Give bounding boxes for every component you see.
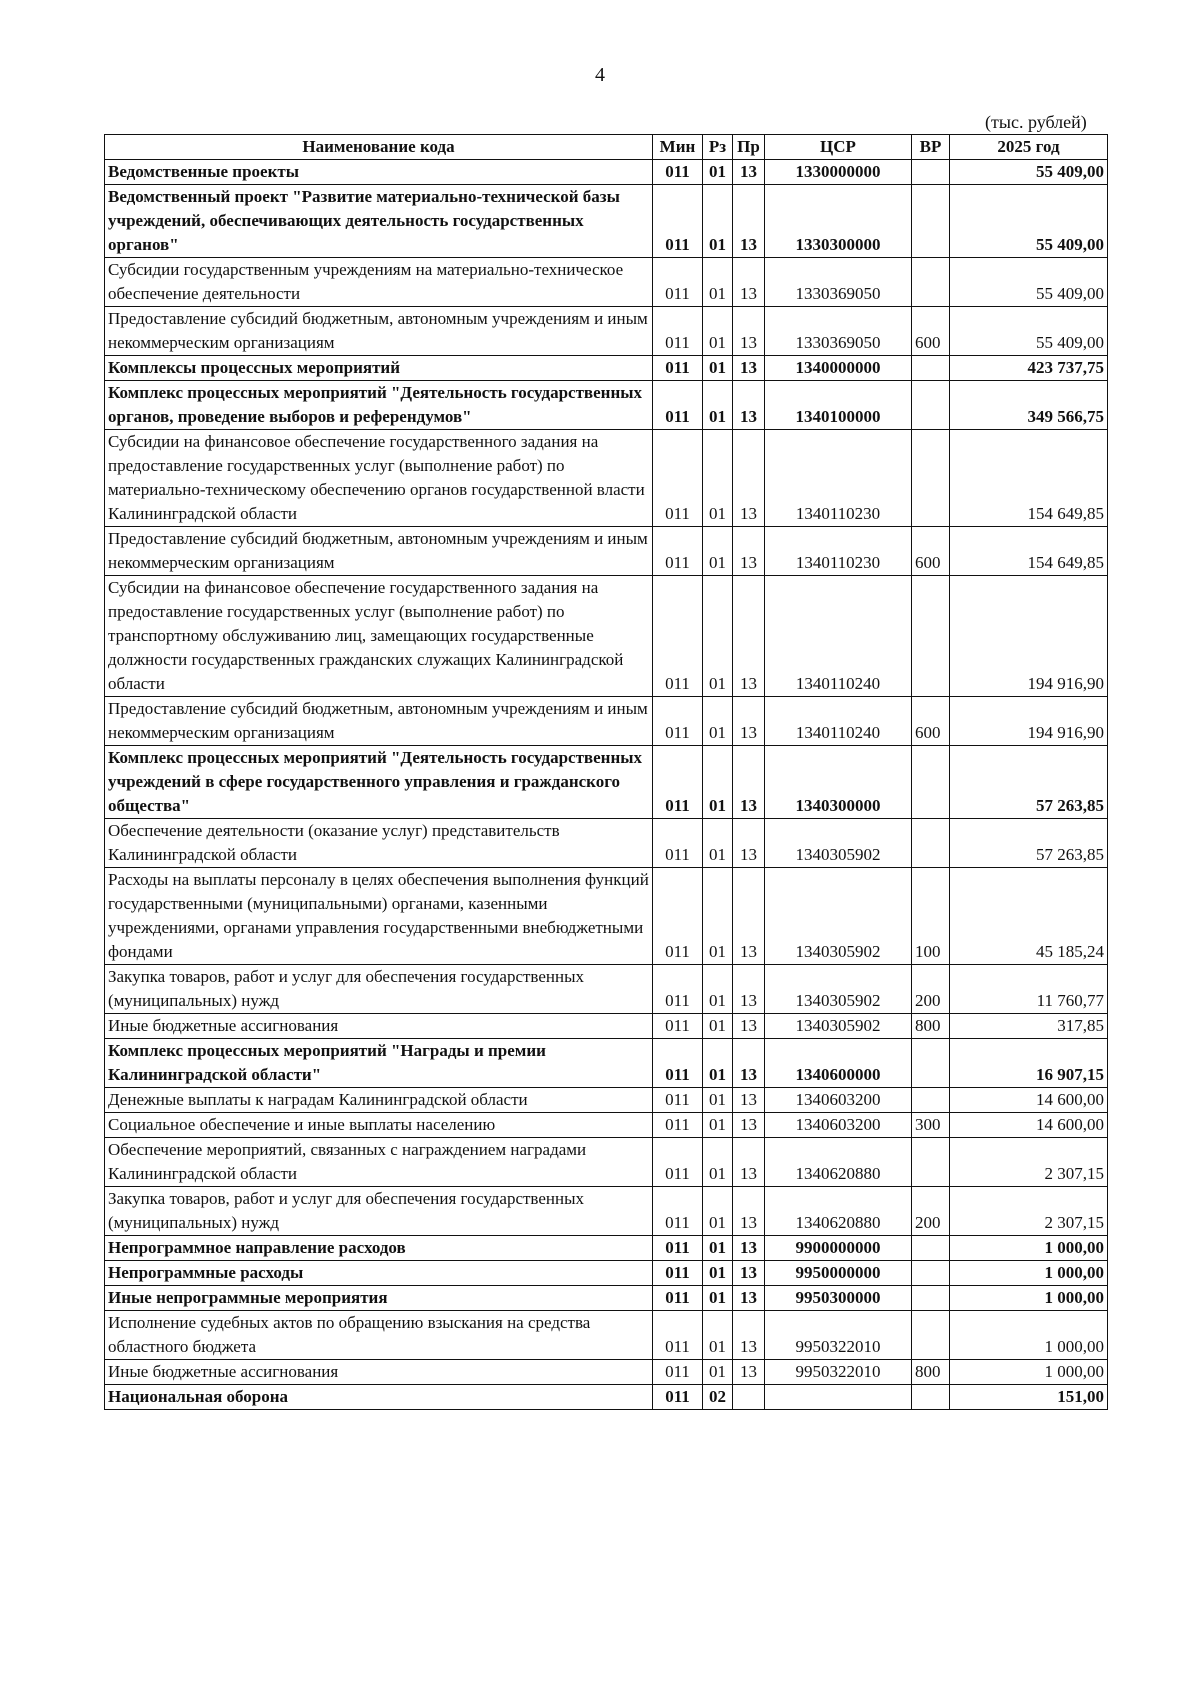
cell-min: 011 — [653, 356, 703, 381]
cell-amount: 1 000,00 — [950, 1236, 1108, 1261]
cell-vr: 800 — [912, 1014, 950, 1039]
cell-rz: 01 — [703, 1286, 733, 1311]
cell-vr — [912, 819, 950, 868]
cell-vr — [912, 381, 950, 430]
cell-csr: 1340305902 — [765, 868, 912, 965]
cell-csr: 1340110240 — [765, 697, 912, 746]
cell-name: Ведомственный проект "Развитие материально-технической базы учреждений, обеспечивающих деятельность государственных органов" — [105, 185, 653, 258]
table-row — [105, 160, 1108, 185]
cell-name: Ведомственные проекты — [105, 160, 653, 185]
cell-amount: 349 566,75 — [950, 381, 1108, 430]
cell-csr: 1330369050 — [765, 307, 912, 356]
cell-min: 011 — [653, 746, 703, 819]
table-row — [105, 868, 1108, 965]
cell-name: Предоставление субсидий бюджетным, автономным учреждениям и иным некоммерческим организациям — [105, 697, 653, 746]
table-row — [105, 1311, 1108, 1360]
header-min: Мин — [653, 135, 703, 160]
cell-min: 011 — [653, 307, 703, 356]
cell-vr — [912, 1311, 950, 1360]
cell-pr: 13 — [733, 1261, 765, 1286]
cell-amount: 154 649,85 — [950, 527, 1108, 576]
cell-rz: 01 — [703, 1113, 733, 1138]
cell-pr: 13 — [733, 430, 765, 527]
cell-rz: 01 — [703, 819, 733, 868]
cell-amount: 194 916,90 — [950, 697, 1108, 746]
cell-name: Закупка товаров, работ и услуг для обеспечения государственных (муниципальных) нужд — [105, 965, 653, 1014]
cell-csr: 1330300000 — [765, 185, 912, 258]
cell-amount: 14 600,00 — [950, 1113, 1108, 1138]
cell-name: Социальное обеспечение и иные выплаты населению — [105, 1113, 653, 1138]
cell-amount: 194 916,90 — [950, 576, 1108, 697]
cell-name: Субсидии государственным учреждениям на материально-техническое обеспечение деятельности — [105, 258, 653, 307]
cell-min: 011 — [653, 697, 703, 746]
cell-rz: 01 — [703, 381, 733, 430]
cell-amount: 57 263,85 — [950, 819, 1108, 868]
table-row — [105, 258, 1108, 307]
cell-csr: 1340300000 — [765, 746, 912, 819]
cell-vr: 600 — [912, 697, 950, 746]
cell-name: Комплекс процессных мероприятий "Награды и премии Калининградской области" — [105, 1039, 653, 1088]
cell-amount: 1 000,00 — [950, 1261, 1108, 1286]
cell-pr: 13 — [733, 1014, 765, 1039]
cell-csr: 1340100000 — [765, 381, 912, 430]
cell-csr: 1340603200 — [765, 1088, 912, 1113]
cell-amount: 2 307,15 — [950, 1138, 1108, 1187]
cell-amount: 2 307,15 — [950, 1187, 1108, 1236]
cell-min: 011 — [653, 1311, 703, 1360]
cell-pr: 13 — [733, 1138, 765, 1187]
cell-rz: 01 — [703, 1236, 733, 1261]
cell-amount: 14 600,00 — [950, 1088, 1108, 1113]
cell-min: 011 — [653, 185, 703, 258]
cell-amount: 423 737,75 — [950, 356, 1108, 381]
cell-csr: 1330369050 — [765, 258, 912, 307]
cell-min: 011 — [653, 258, 703, 307]
cell-vr: 600 — [912, 527, 950, 576]
table-row — [105, 697, 1108, 746]
cell-amount: 57 263,85 — [950, 746, 1108, 819]
cell-vr: 200 — [912, 965, 950, 1014]
table-row — [105, 1138, 1108, 1187]
cell-min: 011 — [653, 1187, 703, 1236]
cell-name: Обеспечение деятельности (оказание услуг) представительств Калининградской области — [105, 819, 653, 868]
cell-min: 011 — [653, 430, 703, 527]
cell-min: 011 — [653, 1088, 703, 1113]
cell-csr: 9950300000 — [765, 1286, 912, 1311]
cell-vr — [912, 746, 950, 819]
cell-vr — [912, 1088, 950, 1113]
cell-rz: 01 — [703, 160, 733, 185]
cell-name: Предоставление субсидий бюджетным, автономным учреждениям и иным некоммерческим организациям — [105, 307, 653, 356]
cell-csr: 1340603200 — [765, 1113, 912, 1138]
cell-pr: 13 — [733, 381, 765, 430]
cell-vr — [912, 576, 950, 697]
header-vr: ВР — [912, 135, 950, 160]
cell-name: Комплексы процессных мероприятий — [105, 356, 653, 381]
table-row — [105, 1236, 1108, 1261]
cell-name: Обеспечение мероприятий, связанных с награждением наградами Калининградской области — [105, 1138, 653, 1187]
table-row — [105, 185, 1108, 258]
cell-csr: 1340110240 — [765, 576, 912, 697]
cell-pr: 13 — [733, 185, 765, 258]
cell-min: 011 — [653, 1039, 703, 1088]
cell-vr — [912, 1261, 950, 1286]
cell-amount: 55 409,00 — [950, 258, 1108, 307]
cell-min: 011 — [653, 1286, 703, 1311]
cell-rz: 01 — [703, 1261, 733, 1286]
table-row — [105, 527, 1108, 576]
table-row — [105, 1187, 1108, 1236]
cell-csr: 1340110230 — [765, 527, 912, 576]
cell-rz: 01 — [703, 1360, 733, 1385]
cell-min: 011 — [653, 381, 703, 430]
cell-csr: 1340600000 — [765, 1039, 912, 1088]
cell-csr: 1340620880 — [765, 1138, 912, 1187]
cell-name: Субсидии на финансовое обеспечение государственного задания на предоставление государственных услуг (выполнение работ) по транспортному обслуживанию лиц, замещающих государственные должности государственных гражданских служащих Калининградской области — [105, 576, 653, 697]
cell-csr: 1340305902 — [765, 819, 912, 868]
cell-name: Комплекс процессных мероприятий "Деятельность государственных учреждений в сфере государственного управления и гражданского общества" — [105, 746, 653, 819]
cell-vr — [912, 1286, 950, 1311]
cell-pr: 13 — [733, 1360, 765, 1385]
cell-csr — [765, 1385, 912, 1410]
header-amount: 2025 год — [950, 135, 1108, 160]
units-label: (тыс. рублей) — [985, 112, 1087, 132]
cell-csr: 9950322010 — [765, 1360, 912, 1385]
cell-rz: 01 — [703, 746, 733, 819]
cell-name: Денежные выплаты к наградам Калининградской области — [105, 1088, 653, 1113]
cell-name: Расходы на выплаты персоналу в целях обеспечения выполнения функций государственными (муниципальными) органами, казенными учреждениями, органами управления государственными внебюджетными фондами — [105, 868, 653, 965]
cell-amount: 55 409,00 — [950, 185, 1108, 258]
cell-amount: 55 409,00 — [950, 160, 1108, 185]
cell-min: 011 — [653, 1360, 703, 1385]
cell-pr: 13 — [733, 307, 765, 356]
cell-vr: 300 — [912, 1113, 950, 1138]
cell-amount: 16 907,15 — [950, 1039, 1108, 1088]
cell-min: 011 — [653, 1138, 703, 1187]
header-pr: Пр — [733, 135, 765, 160]
cell-name: Непрограммные расходы — [105, 1261, 653, 1286]
page-number: 4 — [595, 64, 605, 86]
cell-rz: 02 — [703, 1385, 733, 1410]
cell-pr: 13 — [733, 1088, 765, 1113]
cell-pr: 13 — [733, 1039, 765, 1088]
cell-amount: 55 409,00 — [950, 307, 1108, 356]
cell-rz: 01 — [703, 1088, 733, 1113]
cell-vr — [912, 356, 950, 381]
cell-rz: 01 — [703, 430, 733, 527]
table-row — [105, 381, 1108, 430]
cell-min: 011 — [653, 1113, 703, 1138]
cell-rz: 01 — [703, 576, 733, 697]
cell-vr — [912, 1039, 950, 1088]
table-row — [105, 307, 1108, 356]
cell-rz: 01 — [703, 185, 733, 258]
table-row — [105, 1360, 1108, 1385]
table-header-row — [105, 135, 1108, 160]
cell-amount: 1 000,00 — [950, 1311, 1108, 1360]
cell-pr: 13 — [733, 1113, 765, 1138]
cell-rz: 01 — [703, 1039, 733, 1088]
cell-vr — [912, 1236, 950, 1261]
cell-rz: 01 — [703, 527, 733, 576]
cell-min: 011 — [653, 1014, 703, 1039]
cell-amount: 317,85 — [950, 1014, 1108, 1039]
cell-amount: 154 649,85 — [950, 430, 1108, 527]
cell-name: Иные бюджетные ассигнования — [105, 1014, 653, 1039]
cell-pr: 13 — [733, 819, 765, 868]
cell-pr: 13 — [733, 1311, 765, 1360]
cell-pr: 13 — [733, 1236, 765, 1261]
cell-amount: 1 000,00 — [950, 1360, 1108, 1385]
cell-min: 011 — [653, 819, 703, 868]
cell-vr: 800 — [912, 1360, 950, 1385]
table-row — [105, 746, 1108, 819]
cell-min: 011 — [653, 160, 703, 185]
cell-pr: 13 — [733, 746, 765, 819]
cell-pr: 13 — [733, 1286, 765, 1311]
header-csr: ЦСР — [765, 135, 912, 160]
cell-csr: 1340110230 — [765, 430, 912, 527]
cell-vr — [912, 1138, 950, 1187]
cell-min: 011 — [653, 1385, 703, 1410]
cell-name: Непрограммное направление расходов — [105, 1236, 653, 1261]
header-name: Наименование кода — [105, 135, 653, 160]
cell-name: Иные непрограммные мероприятия — [105, 1286, 653, 1311]
cell-name: Комплекс процессных мероприятий "Деятельность государственных органов, проведение выборов и референдумов" — [105, 381, 653, 430]
cell-csr: 1340620880 — [765, 1187, 912, 1236]
cell-pr: 13 — [733, 1187, 765, 1236]
cell-min: 011 — [653, 576, 703, 697]
cell-vr — [912, 430, 950, 527]
table-row — [105, 356, 1108, 381]
table-row — [105, 1286, 1108, 1311]
cell-rz: 01 — [703, 1014, 733, 1039]
cell-pr — [733, 1385, 765, 1410]
cell-vr: 600 — [912, 307, 950, 356]
cell-rz: 01 — [703, 1187, 733, 1236]
cell-pr: 13 — [733, 527, 765, 576]
cell-pr: 13 — [733, 160, 765, 185]
cell-rz: 01 — [703, 1138, 733, 1187]
cell-amount: 11 760,77 — [950, 965, 1108, 1014]
cell-rz: 01 — [703, 697, 733, 746]
header-rz: Рз — [703, 135, 733, 160]
cell-amount: 151,00 — [950, 1385, 1108, 1410]
cell-csr: 1340305902 — [765, 1014, 912, 1039]
cell-min: 011 — [653, 527, 703, 576]
cell-min: 011 — [653, 1236, 703, 1261]
cell-csr: 9950000000 — [765, 1261, 912, 1286]
table-row — [105, 1039, 1108, 1088]
budget-table — [104, 134, 1108, 1410]
cell-csr: 1330000000 — [765, 160, 912, 185]
cell-csr: 1340305902 — [765, 965, 912, 1014]
cell-pr: 13 — [733, 697, 765, 746]
cell-min: 011 — [653, 965, 703, 1014]
cell-csr: 9900000000 — [765, 1236, 912, 1261]
cell-rz: 01 — [703, 1311, 733, 1360]
cell-pr: 13 — [733, 356, 765, 381]
table-row — [105, 1385, 1108, 1410]
cell-vr: 200 — [912, 1187, 950, 1236]
cell-name: Исполнение судебных актов по обращению взыскания на средства областного бюджета — [105, 1311, 653, 1360]
table-row — [105, 430, 1108, 527]
cell-vr — [912, 258, 950, 307]
table-row — [105, 819, 1108, 868]
cell-csr: 9950322010 — [765, 1311, 912, 1360]
table-row — [105, 576, 1108, 697]
cell-pr: 13 — [733, 965, 765, 1014]
cell-rz: 01 — [703, 356, 733, 381]
cell-rz: 01 — [703, 258, 733, 307]
cell-name: Субсидии на финансовое обеспечение государственного задания на предоставление государственных услуг (выполнение работ) по материально-техническому обеспечению органов государственной власти Калининградской области — [105, 430, 653, 527]
cell-rz: 01 — [703, 868, 733, 965]
table-row — [105, 1014, 1108, 1039]
cell-vr: 100 — [912, 868, 950, 965]
table-row — [105, 1113, 1108, 1138]
cell-min: 011 — [653, 1261, 703, 1286]
cell-rz: 01 — [703, 965, 733, 1014]
cell-vr — [912, 1385, 950, 1410]
cell-name: Иные бюджетные ассигнования — [105, 1360, 653, 1385]
cell-name: Национальная оборона — [105, 1385, 653, 1410]
table-row — [105, 1261, 1108, 1286]
cell-name: Предоставление субсидий бюджетным, автономным учреждениям и иным некоммерческим организациям — [105, 527, 653, 576]
cell-vr — [912, 160, 950, 185]
cell-rz: 01 — [703, 307, 733, 356]
cell-min: 011 — [653, 868, 703, 965]
table-body — [105, 160, 1108, 1410]
table-row — [105, 965, 1108, 1014]
cell-pr: 13 — [733, 868, 765, 965]
cell-amount: 45 185,24 — [950, 868, 1108, 965]
cell-csr: 1340000000 — [765, 356, 912, 381]
cell-name: Закупка товаров, работ и услуг для обеспечения государственных (муниципальных) нужд — [105, 1187, 653, 1236]
cell-pr: 13 — [733, 258, 765, 307]
cell-vr — [912, 185, 950, 258]
cell-pr: 13 — [733, 576, 765, 697]
table-row — [105, 1088, 1108, 1113]
cell-amount: 1 000,00 — [950, 1286, 1108, 1311]
